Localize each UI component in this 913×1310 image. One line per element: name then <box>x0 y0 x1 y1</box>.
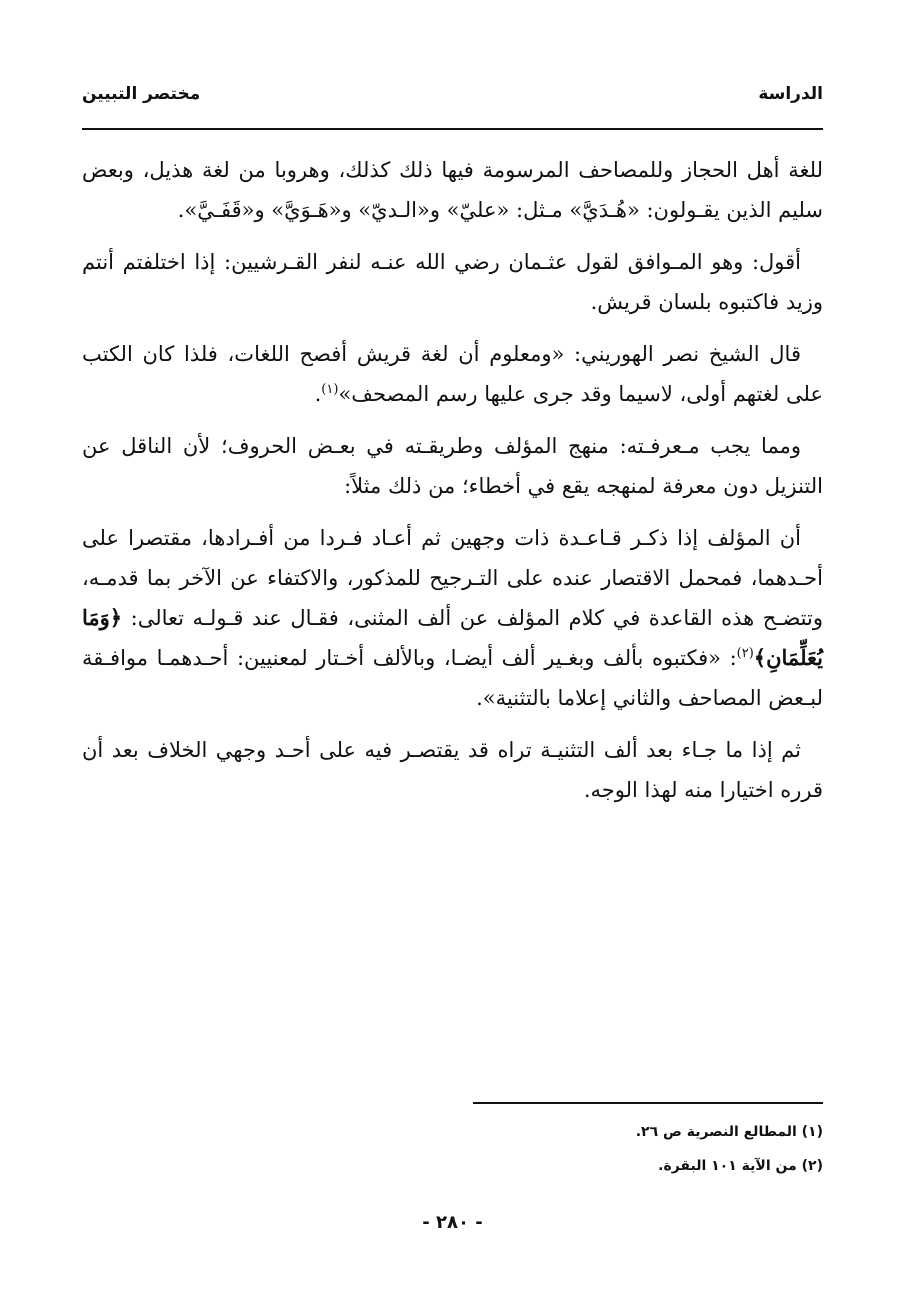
footnote-rule <box>473 1102 823 1104</box>
header-rule <box>82 128 823 130</box>
footnotes <box>82 1115 823 1183</box>
document-page <box>82 0 823 1310</box>
footnote-2: (٢) من الآية ١٠١ البقرة. <box>658 1158 823 1174</box>
footnote-1: (١) المطالع النصرية ص ٢٦. <box>635 1124 823 1140</box>
paragraph-3 <box>82 334 823 414</box>
footnote-ref-1[interactable]: (١) <box>321 382 339 397</box>
paragraph-5-tail: : «فكتبوه بألف وبغـير ألف أيضـا، وبالألف أخـتار لمعنيين: أحـدهمـا موافـقة لبـعض المصاحف والثاني إعلاما بالتثنية». <box>82 646 823 710</box>
page-number: - ٢٨٠ - <box>422 1212 483 1233</box>
quran-verse: ﴿وَمَا يُعَلِّمَانِ﴾ <box>82 605 823 670</box>
paragraph-5 <box>82 518 823 718</box>
running-header <box>82 84 823 114</box>
paragraph-5-text: أن المؤلف إذا ذكـر قـاعـدة ذات وجهين ثم أعـاد فـردا من أفـرادها، مقتصرا على أحـدهما، فمحمل الاقتصار عنده على التـرجيح للمذكور، والاكتفاء عن الآخر بما قدمـه، وتتضـح هذه القاعدة في كلام المؤلف عن ألف المثنى، فقـال عند قـولـه تعالى: <box>82 526 824 630</box>
body-text <box>82 150 823 822</box>
section-title: الدراسة <box>758 84 823 104</box>
paragraph-4: ومما يجب مـعرفـته: منهج المؤلف وطريقـته في بعـض الحروف؛ لأن الناقل عن التنزيل دون معرفة لمنهجه يقع في أخطاء؛ من ذلك مثلاً: <box>82 434 823 498</box>
paragraph-2: أقول: وهو المـوافق لقول عثـمان رضي الله عنـه لنفر القـرشيين: إذا اختلفتم أنتم وزيد فاكتبوه بلسان قريش. <box>82 250 823 314</box>
footnote-ref-2[interactable]: (٢) <box>736 646 754 661</box>
book-title: مختصر التبيين <box>82 84 201 104</box>
paragraph-6: ثم إذا ما جـاء بعد ألف التثنيـة تراه قد يقتصـر فيه على أحـد وجهي الخلاف بعد أن قرره اختيارا منه لهذا الوجه. <box>82 738 823 802</box>
paragraph-3-end: . <box>314 382 322 406</box>
paragraph-1: للغة أهل الحجاز وللمصاحف المرسومة فيها ذلك كذلك، وهروبا من لغة هذيل، وبعض سليم الذين يقـولون: «هُـدَيَّ» مـثل: «عليّ» و«الـديّ» و«هَـوَيَّ» و«قَفَـيَّ». <box>82 158 823 222</box>
paragraph-3-text: قال الشيخ نصر الهوريني: «ومعلوم أن لغة قريش أفصح اللغات، فلذا كان الكتب على لغتهم أولى، لاسيما وقد جرى عليها رسم المصحف» <box>82 342 823 406</box>
